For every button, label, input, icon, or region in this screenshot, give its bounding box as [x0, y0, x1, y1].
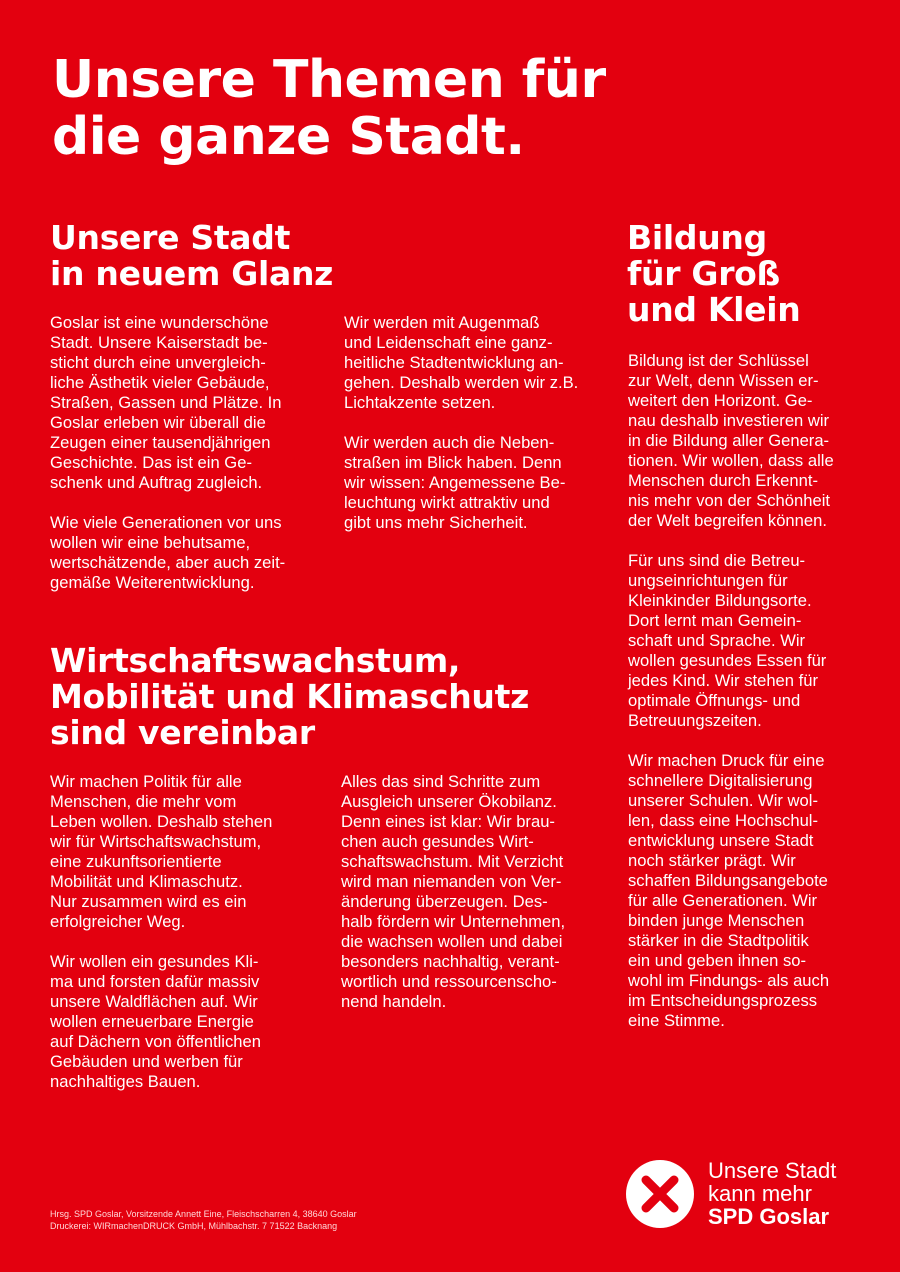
text-line: Kleinkinder Bildungsorte. [628, 591, 812, 610]
text-line: Goslar erleben wir überall die [50, 413, 266, 432]
text-line: änderung überzeugen. Des- [341, 892, 548, 911]
text-line: schaft und Sprache. Wir [628, 631, 806, 650]
heading-bildung [627, 220, 800, 328]
heading-line: und Klein [627, 290, 801, 329]
imprint-line: Hrsg. SPD Goslar, Vorsitzende Annett Eine, Fleischscharren 4, 38640 Goslar [50, 1209, 357, 1219]
text-line: wortlich und ressourcenscho- [341, 972, 557, 991]
text-line: Bildung ist der Schlüssel [628, 351, 809, 370]
logo-line: Unsere Stadt [708, 1158, 837, 1183]
stadt-column-2 [344, 313, 614, 553]
text-line: schaffen Bildungsangebote [628, 871, 828, 890]
imprint-line: Druckerei: WIRmachenDRUCK GmbH, Mühlbachstr. 7 71522 Backnang [50, 1221, 338, 1231]
paragraph [628, 751, 890, 1031]
text-line: eine zukunftsorientierte [50, 852, 222, 871]
text-line: Gebäuden und werben für [50, 1052, 243, 1071]
text-line: für alle Generationen. Wir [628, 891, 818, 910]
text-line: Leben wollen. Deshalb stehen [50, 812, 273, 831]
ballot-cross-svg [626, 1160, 694, 1228]
text-line: stärker in die Stadtpolitik [628, 931, 809, 950]
text-line: Lichtakzente setzen. [344, 393, 496, 412]
text-line: Wir wollen ein gesundes Kli- [50, 952, 259, 971]
text-line: Betreuungszeiten. [628, 711, 762, 730]
text-line: Wir werden auch die Neben- [344, 433, 555, 452]
text-line: wir wissen: Angemessene Be- [344, 473, 566, 492]
heading-line: Wirtschaftswachstum, [50, 641, 461, 680]
text-line: heitliche Stadtentwicklung an- [344, 353, 564, 372]
text-line: nachhaltiges Bauen. [50, 1072, 201, 1091]
text-line: nis mehr von der Schönheit [628, 491, 831, 510]
text-line: Stadt. Unsere Kaiserstadt be- [50, 333, 268, 352]
text-line: die wachsen wollen und dabei [341, 932, 563, 951]
text-line: Wir machen Druck für eine [628, 751, 825, 770]
text-line: ma und forsten dafür massiv [50, 972, 260, 991]
heading-line: Bildung [627, 218, 767, 257]
text-line: und Leidenschaft eine ganz- [344, 333, 553, 352]
paragraph [50, 313, 330, 493]
text-line: Menschen durch Erkennt- [628, 471, 819, 490]
text-line: halb fördern wir Unternehmen, [341, 912, 566, 931]
paragraph [628, 351, 890, 531]
text-line: entwicklung unsere Stadt [628, 831, 814, 850]
text-line: Dort lernt man Gemein- [628, 611, 802, 630]
paragraph [50, 513, 330, 593]
text-line: wir für Wirtschaftswachstum, [50, 832, 262, 851]
text-line: nau deshalb investieren wir [628, 411, 830, 430]
text-line: len, dass eine Hochschul- [628, 811, 819, 830]
text-line: ein und geben ihnen so- [628, 951, 807, 970]
text-line: erfolgreicher Weg. [50, 912, 186, 931]
text-line: schenk und Auftrag zugleich. [50, 473, 263, 492]
text-line: Ausgleich unserer Ökobilanz. [341, 792, 557, 811]
text-line: gehen. Deshalb werden wir z.B. [344, 373, 579, 392]
paragraph [344, 433, 614, 533]
text-line: wird man niemanden von Ver- [341, 872, 562, 891]
text-line: weitert den Horizont. Ge- [628, 391, 813, 410]
text-line: Wie viele Generationen vor uns [50, 513, 282, 532]
text-line: Straßen, Gassen und Plätze. In [50, 393, 282, 412]
text-line: zur Welt, denn Wissen er- [628, 371, 819, 390]
heading-line: Mobilität und Klimaschutz [50, 677, 529, 716]
paragraph [344, 313, 614, 413]
text-line: wohl im Findungs- als auch [628, 971, 830, 990]
text-line: Wir machen Politik für alle [50, 772, 242, 791]
text-line: leuchtung wirkt attraktiv und [344, 493, 550, 512]
text-line: schnellere Digitalisierung [628, 771, 813, 790]
text-line: wertschätzende, aber auch zeit- [50, 553, 286, 572]
logo-party: SPD Goslar [708, 1204, 830, 1229]
text-line: sticht durch eine unvergleich- [50, 353, 266, 372]
text-line: Denn eines ist klar: Wir brau- [341, 812, 555, 831]
heading-line: sind vereinbar [50, 713, 315, 752]
text-line: Goslar ist eine wunderschöne [50, 313, 269, 332]
paragraph [50, 952, 330, 1092]
text-line: wollen wir eine behutsame, [50, 533, 251, 552]
text-line: ungseinrichtungen für [628, 571, 788, 590]
wirtschaft-column-2 [341, 772, 616, 1032]
text-line: Geschichte. Das ist ein Ge- [50, 453, 252, 472]
page-title-line: Unsere Themen für [52, 50, 606, 110]
text-line: wollen gesundes Essen für [628, 651, 827, 670]
logo-claim [708, 1159, 836, 1228]
text-line: auf Dächern von öffentlichen [50, 1032, 261, 1051]
text-line: tionen. Wir wollen, dass alle [628, 451, 834, 470]
stadt-column-1 [50, 313, 330, 613]
text-line: eine Stimme. [628, 1011, 725, 1030]
heading-line: für Groß [627, 254, 780, 293]
text-line: liche Ästhetik vieler Gebäude, [50, 373, 270, 392]
text-line: Wir werden mit Augenmaß [344, 313, 540, 332]
text-line: Nur zusammen wird es ein [50, 892, 247, 911]
text-line: gemäße Weiterentwicklung. [50, 573, 255, 592]
text-line: Menschen, die mehr vom [50, 792, 237, 811]
text-line: straßen im Blick haben. Denn [344, 453, 562, 472]
text-line: schaftswachstum. Mit Verzicht [341, 852, 564, 871]
text-line: chen auch gesundes Wirt- [341, 832, 534, 851]
text-line: optimale Öffnungs- und [628, 691, 801, 710]
paragraph [341, 772, 616, 1012]
text-line: gibt uns mehr Sicherheit. [344, 513, 528, 532]
text-line: in die Bildung aller Genera- [628, 431, 830, 450]
text-line: Alles das sind Schritte zum [341, 772, 541, 791]
text-line: besonders nachhaltig, verant- [341, 952, 560, 971]
heading-line: in neuem Glanz [50, 254, 334, 293]
ballot-cross-icon [626, 1160, 694, 1228]
text-line: nend handeln. [341, 992, 447, 1011]
paragraph [50, 772, 330, 932]
text-line: Für uns sind die Betreu- [628, 551, 806, 570]
text-line: der Welt begreifen können. [628, 511, 827, 530]
page-title-line: die ganze Stadt. [52, 107, 525, 167]
heading-line: Unsere Stadt [50, 218, 291, 257]
logo-line: kann mehr [708, 1181, 812, 1206]
text-line: Mobilität und Klimaschutz. [50, 872, 243, 891]
wirtschaft-column-1 [50, 772, 330, 1112]
text-line: wollen erneuerbare Energie [50, 1012, 254, 1031]
text-line: jedes Kind. Wir stehen für [628, 671, 818, 690]
imprint [50, 1208, 357, 1232]
text-line: noch stärker prägt. Wir [628, 851, 796, 870]
heading-unsere-stadt [50, 220, 333, 292]
text-line: unsere Waldflächen auf. Wir [50, 992, 258, 1011]
page-title [52, 52, 772, 166]
text-line: Zeugen einer tausendjährigen [50, 433, 271, 452]
text-line: unserer Schulen. Wir wol- [628, 791, 818, 810]
paragraph [628, 551, 890, 731]
bildung-column [628, 351, 890, 1051]
text-line: im Entscheidungsprozess [628, 991, 818, 1010]
heading-wirtschaft [50, 643, 529, 751]
text-line: binden junge Menschen [628, 911, 805, 930]
